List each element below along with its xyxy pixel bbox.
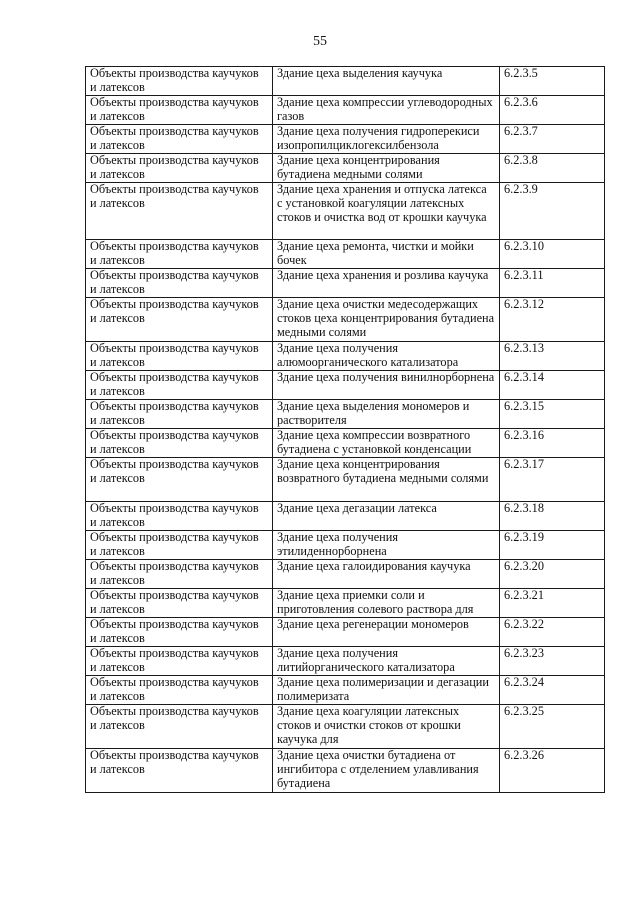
table-row [86,400,605,429]
category-cell: Объекты производства каучуков и латексов [86,154,273,183]
code-cell: 6.2.3.14 [500,371,605,400]
object-cell: Здание цеха регенерации мономеров [273,618,500,647]
object-cell: Здание цеха ремонта, чистки и мойки бочек [273,240,500,269]
category-cell: Объекты производства каучуков и латексов [86,96,273,125]
object-cell: Здание цеха получения литийорганического катализатора [273,647,500,676]
table-row [86,647,605,676]
code-cell: 6.2.3.8 [500,154,605,183]
table-row [86,531,605,560]
table-row [86,502,605,531]
object-cell: Здание цеха хранения и отпуска латекса с установкой коагуляции латексных стоков и очистка вод от крошки каучука [273,183,500,240]
category-cell: Объекты производства каучуков и латексов [86,560,273,589]
code-cell: 6.2.3.7 [500,125,605,154]
table-body [86,67,605,793]
object-cell: Здание цеха компрессии возвратного бутадиена с установкой конденсации [273,429,500,458]
object-cell: Здание цеха компрессии углеводородных газов [273,96,500,125]
object-cell: Здание цеха галоидирования каучука [273,560,500,589]
code-cell: 6.2.3.20 [500,560,605,589]
table-row [86,298,605,342]
table-row [86,458,605,502]
category-cell: Объекты производства каучуков и латексов [86,749,273,793]
object-cell: Здание цеха получения этилиденнорборнена [273,531,500,560]
object-cell: Здание цеха концентрирования возвратного бутадиена медными солями [273,458,500,502]
object-cell: Здание цеха дегазации латекса [273,502,500,531]
code-cell: 6.2.3.23 [500,647,605,676]
category-cell: Объекты производства каучуков и латексов [86,269,273,298]
table-row [86,125,605,154]
object-cell: Здание цеха получения алюмоорганического катализатора [273,342,500,371]
object-cell: Здание цеха полимеризации и дегазации полимеризата [273,676,500,705]
code-cell: 6.2.3.24 [500,676,605,705]
table-row [86,342,605,371]
object-cell: Здание цеха очистки бутадиена от ингибитора с отделением улавливания бутадиена [273,749,500,793]
code-cell: 6.2.3.25 [500,705,605,749]
code-cell: 6.2.3.16 [500,429,605,458]
category-cell: Объекты производства каучуков и латексов [86,183,273,240]
category-cell: Объекты производства каучуков и латексов [86,342,273,371]
code-cell: 6.2.3.6 [500,96,605,125]
table-row [86,589,605,618]
objects-table [85,66,605,793]
object-cell: Здание цеха концентрирования бутадиена медными солями [273,154,500,183]
object-cell: Здание цеха хранения и розлива каучука [273,269,500,298]
category-cell: Объекты производства каучуков и латексов [86,458,273,502]
table-row [86,618,605,647]
category-cell: Объекты производства каучуков и латексов [86,298,273,342]
code-cell: 6.2.3.11 [500,269,605,298]
category-cell: Объекты производства каучуков и латексов [86,531,273,560]
category-cell: Объекты производства каучуков и латексов [86,647,273,676]
object-cell: Здание цеха очистки медесодержащих стоков цеха концентрирования бутадиена медными солями [273,298,500,342]
object-cell: Здание цеха выделения каучука [273,67,500,96]
table-row [86,429,605,458]
code-cell: 6.2.3.5 [500,67,605,96]
table-row [86,154,605,183]
category-cell: Объекты производства каучуков и латексов [86,502,273,531]
category-cell: Объекты производства каучуков и латексов [86,240,273,269]
table-row [86,749,605,793]
object-cell: Здание цеха получения гидроперекиси изопропилциклогексилбензола [273,125,500,154]
category-cell: Объекты производства каучуков и латексов [86,705,273,749]
category-cell: Объекты производства каучуков и латексов [86,67,273,96]
code-cell: 6.2.3.12 [500,298,605,342]
code-cell: 6.2.3.22 [500,618,605,647]
table-row [86,240,605,269]
table-row [86,676,605,705]
category-cell: Объекты производства каучуков и латексов [86,618,273,647]
category-cell: Объекты производства каучуков и латексов [86,400,273,429]
category-cell: Объекты производства каучуков и латексов [86,676,273,705]
object-cell: Здание цеха приемки соли и приготовления солевого раствора для [273,589,500,618]
category-cell: Объекты производства каучуков и латексов [86,371,273,400]
table-row [86,96,605,125]
category-cell: Объекты производства каучуков и латексов [86,589,273,618]
code-cell: 6.2.3.21 [500,589,605,618]
object-cell: Здание цеха выделения мономеров и растворителя [273,400,500,429]
object-cell: Здание цеха получения винилнорборнена [273,371,500,400]
category-cell: Объекты производства каучуков и латексов [86,125,273,154]
code-cell: 6.2.3.10 [500,240,605,269]
category-cell: Объекты производства каучуков и латексов [86,429,273,458]
code-cell: 6.2.3.19 [500,531,605,560]
page-number: 55 [313,34,327,49]
code-cell: 6.2.3.13 [500,342,605,371]
code-cell: 6.2.3.18 [500,502,605,531]
code-cell: 6.2.3.9 [500,183,605,240]
table-row [86,67,605,96]
code-cell: 6.2.3.15 [500,400,605,429]
table-row [86,560,605,589]
object-cell: Здание цеха коагуляции латексных стоков и очистки стоков от крошки каучука для [273,705,500,749]
table-row [86,269,605,298]
table-row [86,183,605,240]
code-cell: 6.2.3.17 [500,458,605,502]
table-row [86,371,605,400]
code-cell: 6.2.3.26 [500,749,605,793]
table-row [86,705,605,749]
